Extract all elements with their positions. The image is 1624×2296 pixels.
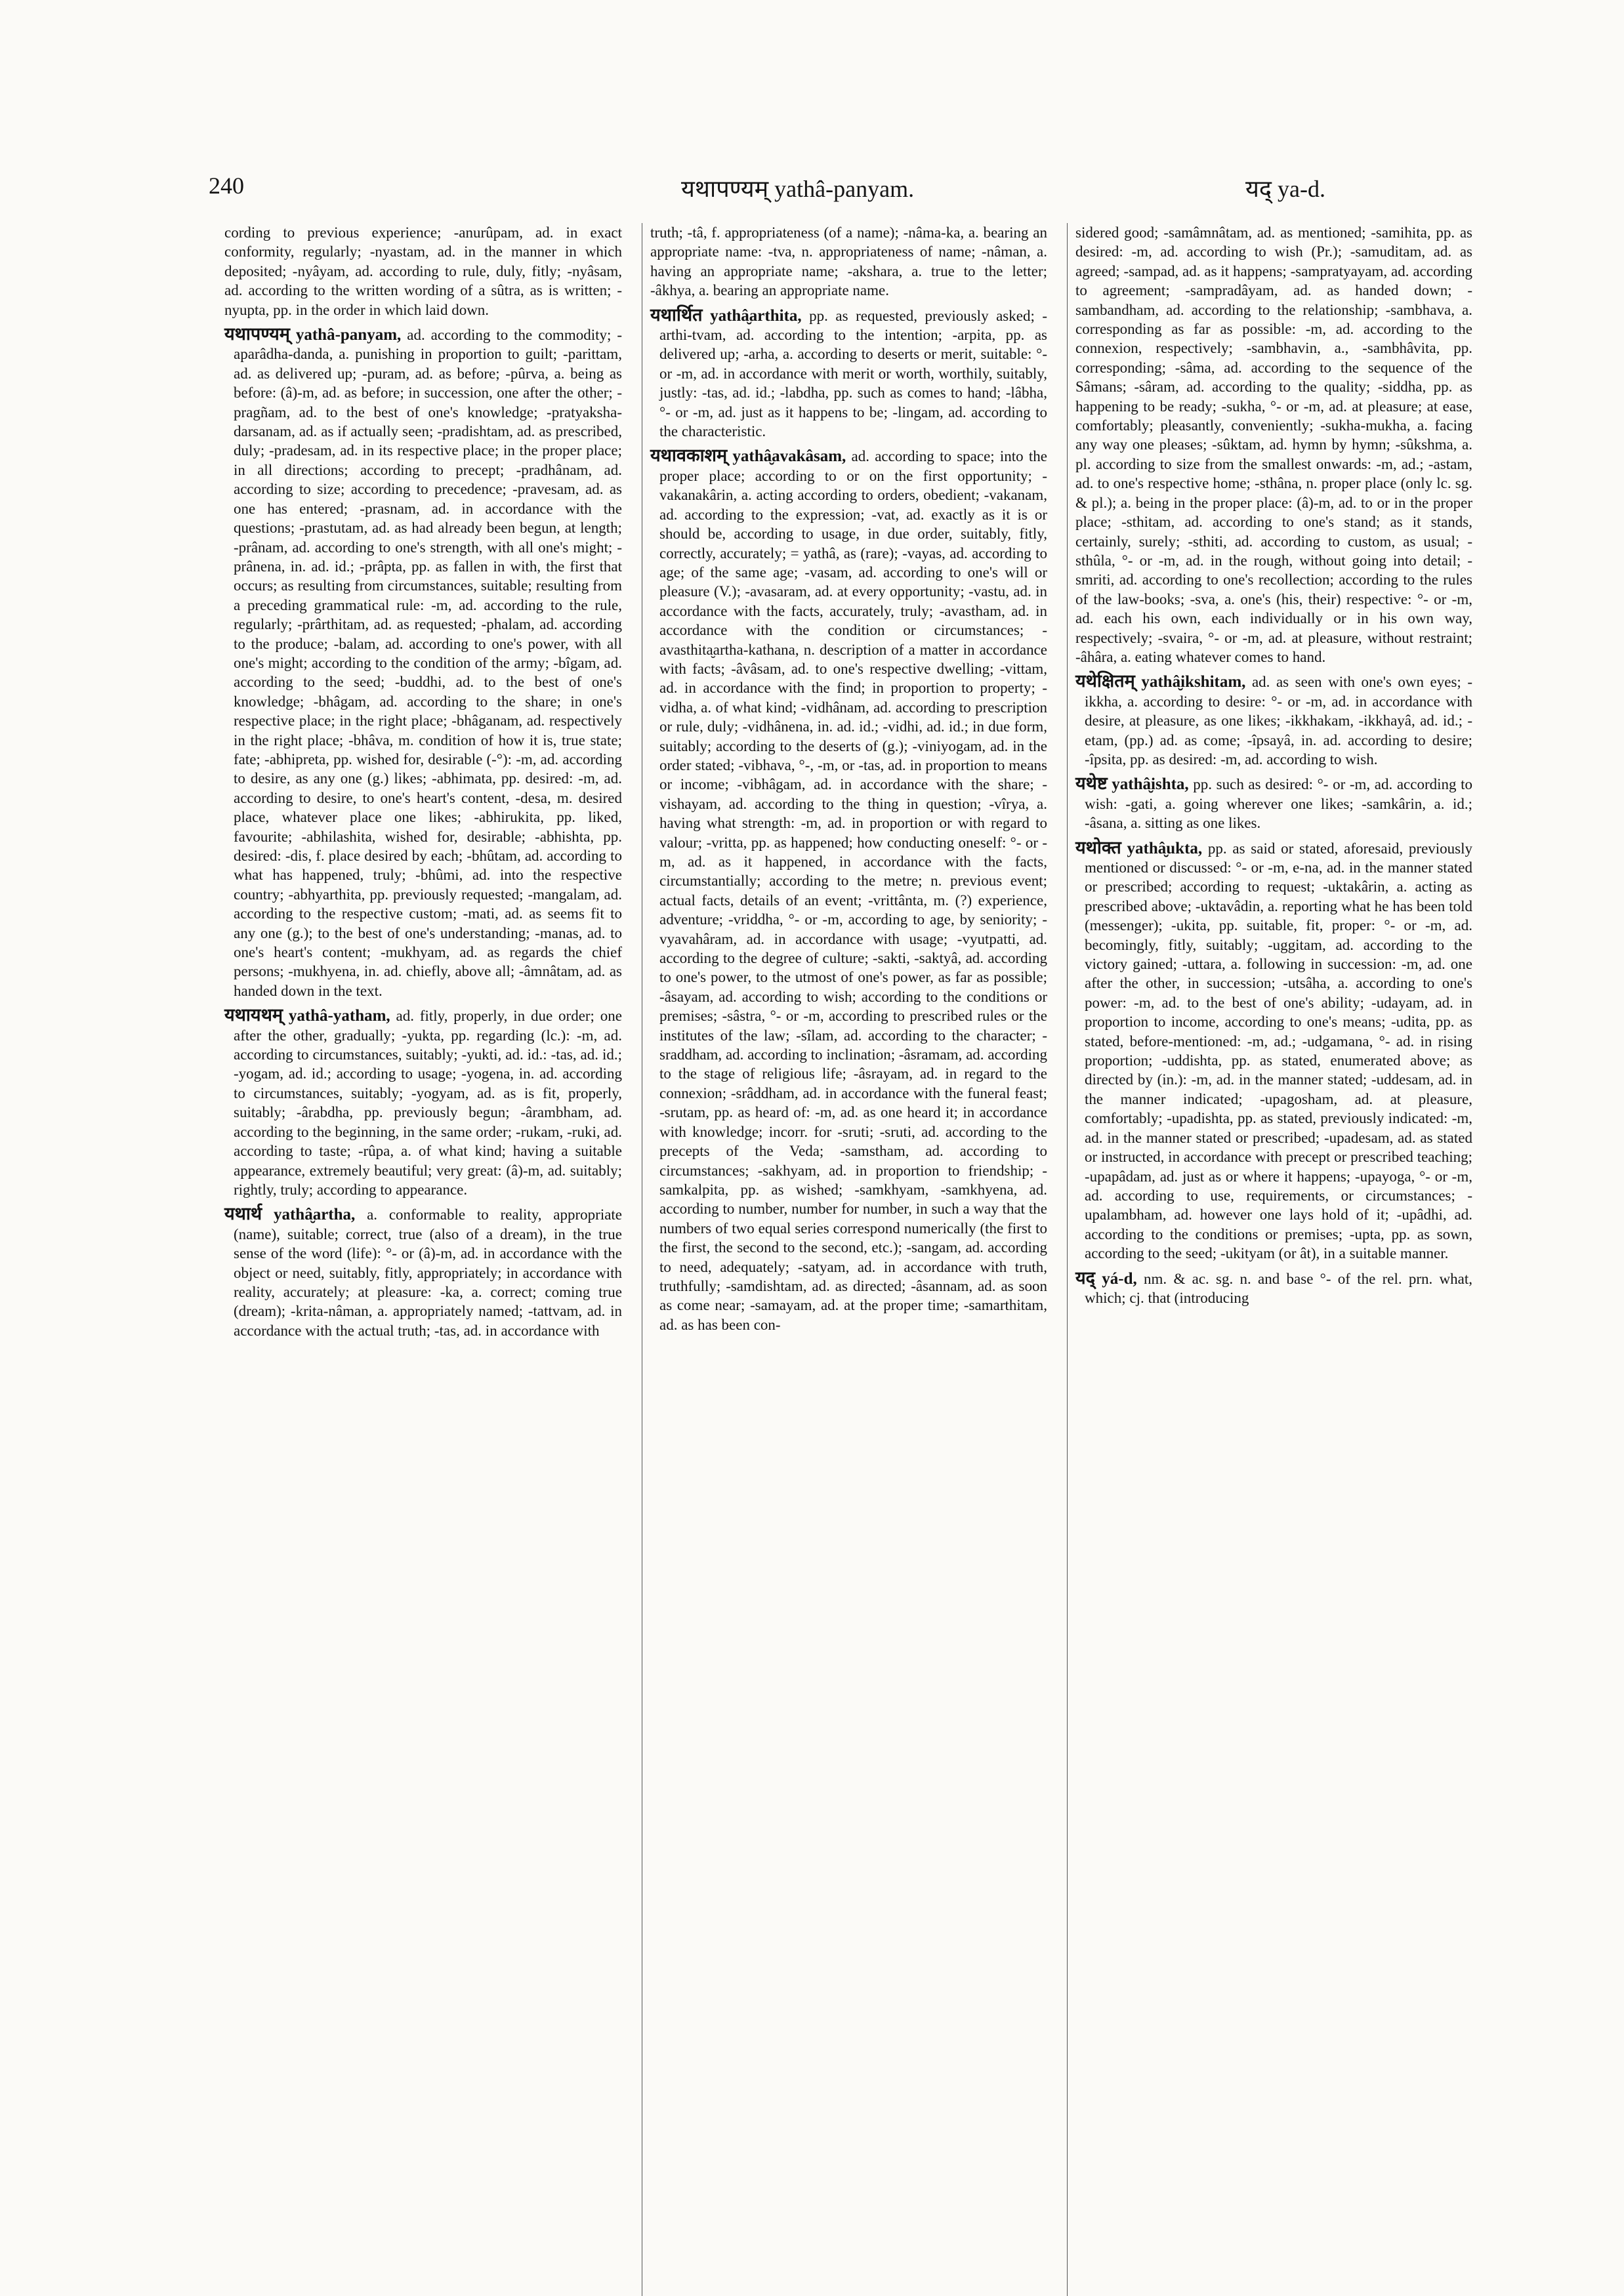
right-running-headword: यद् ya-d. [1245, 176, 1325, 202]
entry-headword-roman: yathâ̮avakâsam, [732, 447, 846, 466]
column-1 [217, 223, 630, 2296]
dictionary-entry [1075, 838, 1472, 1263]
dictionary-entry [224, 1006, 622, 1199]
column-2 [642, 223, 1055, 2296]
entry-headword-devanagari: यथार्थित [650, 304, 703, 325]
entry-text: pp. as said or stated, aforesaid, previously mentioned or discussed: °- or -m, e-na, ad. in the manner stated or prescribed; according to request; -uktakârin, a. acting as prescribed above; -uktavâdin, a. reporting what he has been told (messenger); -ukita, pp. suitable, fit, proper: °- or -m, ad. becomingly, fitly, suitably; -uggitam, ad. according to the victory gained; -uttara, a. following in succession: -m, ad. one after the other, in succession; -utsâha, a. according to one's power: -m, ad. to the best of one's ability; -udayam, ad. in proportion to income, according to one's means; -udita, pp. as stated, before-mentioned: -m, ad.; -udgamana, °- ad. in rising proportion; -uddishta, pp. as stated, enumerated above; as directed by (in.): -m, ad. in the manner stated; -uddesam, ad. in the manner indicated; -upagosham, ad. at pleasure, comfortably; -upadishta, pp. as stated, previously indicated: -m, ad. in the manner stated or prescribed; -upadesam, ad. as stated or instructed, in accordance with precept or prescribed teaching; -upapâdam, ad. just as or where it happens; -upayoga, °- or -m, ad. according to use, requirements, or circumstances; -upalambham, ad. however one lays hold of it; -upâdhi, ad. according to the conditions or premises; -upta, pp. as sown, according to the seed; -ukityam (or ât), in a suitable manner. [1085, 840, 1473, 1262]
dictionary-entry [224, 1204, 622, 1340]
dictionary-entry [1075, 223, 1472, 666]
entry-headword-devanagari: यथेक्षितम् [1075, 671, 1135, 692]
entry-text: cording to previous experience; -anurûpam, ad. in exact conformity, regularly; -nyastam, ad. in the manner in which deposited; -nyâyam, ad. according to rule, duly, fitly; -nyâsam, ad. according to the written wording of a sûtra, as is written; -nyupta, pp. in the order in which laid down. [224, 224, 622, 318]
entry-text: nm. & ac. sg. n. and base °- of the rel. prn. what, which; cj. that (introducing [1085, 1270, 1473, 1306]
entry-text: ad. according to space; into the proper place; according to or on the first opportunity; -vakanakârin, a. acting according to orders, obedient; -vakanam, ad. according to the expression; -vat, ad. exactly as it is or should be, according to usage, in due order, suitably, fitly, correctly, accurately; = yathâ, as (rare); -vayas, ad. according to age; of the same age; -vasam, ad. according to one's will or pleasure (V.); -avasaram, ad. at every opportunity; -vastu, ad. in accordance with the facts, accurately, truly; -avastham, ad. in accordance with the condition or circumstances; -avasthita̮artha-kathana, n. description of a matter in accordance with facts; -âvâsam, ad. to one's respective dwelling; -vittam, ad. in accordance with the find; in proportion to property; -vidha, a. of what kind; -vidhânam, ad. according to prescription or rule, duly; -vidhânena, in. ad. id.; -vidhi, ad. id.; in due form, suitably; according to the deserts of (g.); -viniyogam, ad. in the order stated; -vibhava, °-, -m, or -tas, ad. in proportion to means or income; -vibhâgam, ad. in accordance with the share; -vishayam, ad. according to the thing in question; -vîrya, a. having what strength: -m, ad. in proportion or with regard to valour; -vritta, pp. as happened; how conducting oneself: °- or -m, ad. as it happened, in accordance with the facts, circumstantially; according to the metre; n. previous event; actual facts, details of an event; -vrittânta, m. (?) experience, adventure; -vriddha, °- or -m, according to age, by seniority; -vyavahâram, ad. in accordance with usage; -vyutpatti, ad. according to the degree of culture; -sakti, -saktyâ, ad. according to one's power, to the utmost of one's power, as far as possible; -âsayam, ad. according to wish; according to the conditions or premises; -sâstra, °- or -m, according to prescribed rules or the institutes of the law; -sîlam, ad. according to the character; -sraddham, ad. according to inclination; -âsramam, ad. according to the stage of religious life; -âsrayam, ad. in regard to the connexion; -srâddham, ad. in accordance with the funeral feast; -srutam, pp. as heard of: -m, ad. as one heard it; in accordance with knowledge; incorr. for -sruti; -sruti, ad. according to the precepts of the Veda; -samstham, ad. according to circumstances; -sakhyam, ad. in proportion to friendship; -samkalpita, pp. as wished; -samkhyam, -samkhyena, ad. according to number, number for number, in such a way that the numbers of two equal series correspond numerically (the first to the first, the second to the second, etc.); -sangam, ad. according to need, adequately; -satyam, ad. in accordance with truth, truthfully; -samdishtam, ad. as directed; -âsannam, ad. as soon as come near; -samayam, ad. at the proper time; -samarthitam, ad. as has been con- [659, 448, 1047, 1333]
entry-text: ad. according to the commodity; -aparâdha-danda, a. punishing in proportion to guilt; -parittam, ad. as delivered up; -puram, ad. as before; -pûrva, a. being as before: (â)-m, ad. as before; in succession, one after the other; -pragñam, ad. to the best of one's knowledge; -pratyaksha-darsanam, ad. as if actually seen; -pradishtam, ad. as prescribed, duly; -pradesam, ad. in its respective place; in the proper place; in all directions; according to precept; -pradhânam, ad. according to size; according to precedence; -pravesam, ad. as one has entered; -prasnam, ad. in accordance with the questions; -prastutam, ad. as had already been begun, at length; -prânam, ad. according to one's strength, with all one's might; -prânena, in. ad. id.; -prâpta, pp. as fallen in with, the first that occurs; as resulting from circumstances, suitable; resulting from a preceding grammatical rule: -m, ad. according to the rule, regularly; -prârthitam, ad. as requested; -phalam, ad. according to the produce; -balam, ad. according to one's power, with all one's might; according to the condition of the army; -bîgam, ad. according to the seed; -buddhi, ad. to the best of one's knowledge; -bhâgam, ad. according to the share; in one's respective place; in the right place; -bhâganam, ad. respectively in the right place; -bhâva, m. condition of how it is, true state; fate; -abhipreta, pp. wished for, desirable (-°): -m, ad. according to desire, as any one (g.) likes; -abhimata, pp. desired: -m, ad. according to desire, to one's heart's content, -desa, m. desired place, whatever place one likes; -abhirukita, pp. liked, favourite; -abhilashita, wished for, desirable; -abhishta, pp. desired: -dis, f. place desired by each; -bhûtam, ad. according to what has happened, truly; -bhûmi, ad. into the respective country; -abhyarthita, pp. previously requested; -mangalam, ad. according to the respective custom; -mati, ad. as seems fit to any one (g.); to the best of one's understanding; -manas, ad. to one's heart's content; -mukhyam, ad. as regards the chief persons; -mukhyena, in. ad. chiefly, above all; -âmnâtam, ad. as handed down in the text. [234, 327, 623, 999]
text-columns [217, 223, 1496, 2296]
entry-headword-roman: yathâ̮ikshitam, [1141, 673, 1246, 691]
entry-headword-devanagari: यथावकाशम् [650, 445, 728, 466]
entry-headword-devanagari: यथेष्ट [1075, 773, 1108, 794]
entry-text: ad. fitly, properly, in due order; one after the other, gradually; -yukta, pp. regarding (lc.): -m, ad. according to circumstances, suitably; -yukti, ad. id.: -tas, ad. id.; -yogam, ad. id.; according to usage; -yogena, in. ad. according to circumstances, suitably; -yogyam, ad. as is fit, properly, suitably; -ârabdha, pp. previously begun; -ârambham, ad. according to the beginning, in the same order; -rukam, -ruki, ad. according to taste; -rûpa, a. of what kind; having a suitable appearance, extremely beautiful; very great: (â)-m, ad. suitably; rightly, truly; according to appearance. [234, 1008, 622, 1198]
dictionary-entry [650, 223, 1047, 300]
entry-headword-devanagari: यथापण्यम् [224, 324, 290, 345]
entry-headword-devanagari: यद् [1075, 1267, 1095, 1288]
dictionary-entry [224, 223, 622, 319]
entry-headword-roman: yathâ-yatham, [288, 1007, 390, 1025]
dictionary-entry [650, 306, 1047, 441]
dictionary-entry [1075, 672, 1472, 769]
dictionary-entry [224, 325, 622, 1000]
dictionary-entry [1075, 774, 1472, 832]
entry-headword-roman: yathâ̮ukta, [1127, 839, 1203, 857]
entry-headword-devanagari: यथायथम् [224, 1005, 283, 1026]
entry-headword-roman: yathâ̮arthita, [710, 306, 802, 325]
dictionary-entry [650, 446, 1047, 1334]
running-header [209, 172, 1482, 211]
entry-headword-devanagari: यथार्थ [224, 1204, 262, 1225]
left-running-headword: यथापण्यम् yathâ-panyam. [681, 176, 915, 202]
entry-text: sidered good; -samâmnâtam, ad. as mentioned; -samihita, pp. as desired: -m, ad. according to wish (Pr.); -samuditam, ad. as agreed; -sampad, ad. as it happens; -sampratyayam, ad. according to agreement; -sampradâyam, ad. as handed down; -sambandham, ad. according to the relationship; -sambhava, a. corresponding as far as possible: -m, ad. according to the connexion, respectively; -sambhavin, a., -sambhâvita, pp. corresponding; -sâma, ad. according to the sequence of the Sâmans; -sâram, ad. according to the quality; -siddha, pp. as happening to be ready; -sukha, °- or -m, ad. at pleasure; at ease, comfortably; pleasantly, conveniently; -sukha-mukha, a. facing any way one pleases; -sûktam, ad. hymn by hymn; -sûkshma, a. pl. according to size from the smallest onwards: -m, ad.; -astam, ad. to one's respective home; -sthâna, n. proper place (only lc. sg. & pl.); a. being in the proper place: (â)-m, ad. to or in the proper place; -sthitam, ad. according to one's stand; as it stands, certainly, surely; -sthiti, ad. according to custom, as usual; -sthûla, °- or -m, ad. in the rough, without going into detail; -smriti, ad. according to one's recollection; according to the rules of the law-books; -sva, a. one's (his, their) respective: °- or -m, ad. each his own, each individually or in his own way, respectively; -svaira, °- or -m, ad. at pleasure, without restraint; -âhâra, a. eating whatever comes to hand. [1075, 224, 1472, 665]
entry-headword-devanagari: यथोक्त [1075, 837, 1121, 858]
entry-text: pp. such as desired: °- or -m, ad. according to wish: -gati, a. going wherever one likes; -samkârin, a. id.; -âsana, a. sitting as one likes. [1085, 776, 1472, 832]
entry-headword-roman: yathâ-panyam, [295, 326, 402, 344]
entry-text: truth; -tâ, f. appropriateness (of a name); -nâma-ka, a. bearing an appropriate name: -tva, n. appropriateness of name; -nâman, a. having an appropriate name; -akshara, a. true to the letter; -âkhya, a. bearing an appropriate name. [650, 224, 1047, 299]
entry-headword-roman: yathâ̮artha, [273, 1206, 356, 1224]
entry-text: a. conformable to reality, appropriate (name), suitable; correct, true (also of a dream), in the true sense of the word (life): °- or (â)-m, ad. in accordance with the object or need, suitably, fitly, appropriately; in accordance with reality, accurately; at pleasure: -ka, a. correct; coming true (dream); -krita-nâman, a. appropriately named; -tattvam, ad. in accordance with the actual truth; -tas, ad. in accordance with [234, 1206, 623, 1339]
entry-headword-roman: yathâ̮ishta, [1112, 775, 1189, 794]
dictionary-entry [1075, 1269, 1472, 1308]
entry-text: pp. as requested, previously asked; -arthi-tvam, ad. according to the intention; -arpita, pp. as delivered up; -arha, a. according to deserts or merit, suitable: °- or -m, ad. in accordance with merit or worth, worthily, suitably, justly: -tas, ad. id.; -labdha, pp. such as comes to hand; -lâbha, °- or -m, ad. just as it happens to be; -lingam, ad. according to the characteristic. [659, 307, 1048, 440]
entry-text: ad. as seen with one's own eyes; -ikkha, a. according to desire: °- or -m, ad. in accordance with desire, at pleasure, as one likes; -ikkhakam, -ikkhayâ, ad. id.; -etam, (pp.) ad. as come; -îpsayâ, in. ad. according to desire; -îpsita, pp. as desired: -m, ad. according to wish. [1085, 674, 1472, 768]
column-3 [1067, 223, 1480, 2296]
entry-headword-roman: yá-d, [1102, 1269, 1137, 1288]
page-number: 240 [209, 173, 244, 199]
